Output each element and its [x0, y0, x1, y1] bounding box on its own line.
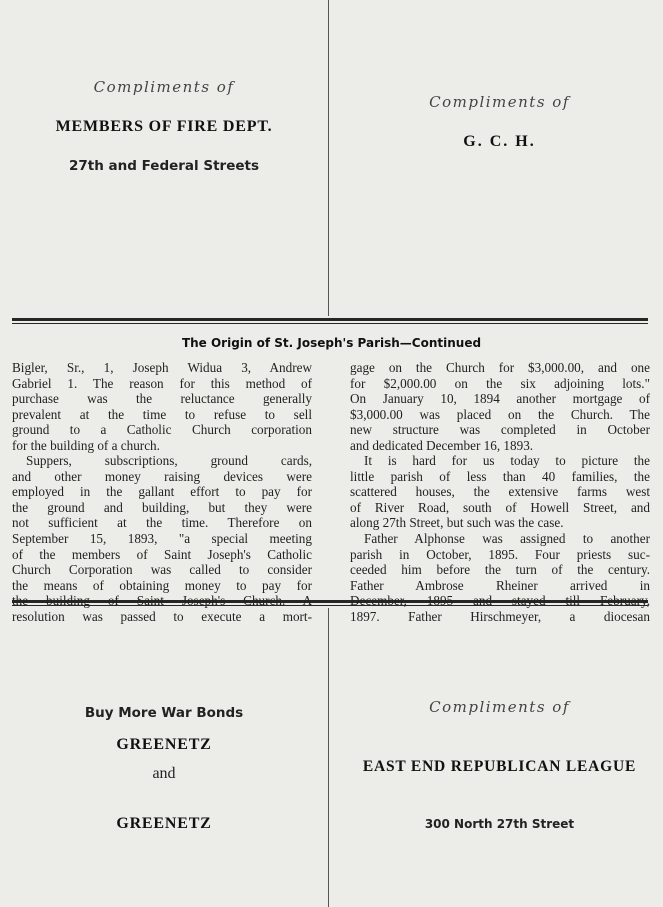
article-right-column	[350, 360, 650, 624]
compliments-label: Compliments of	[93, 78, 235, 96]
compliments-label: Compliments of	[429, 698, 570, 716]
text-line: of the members of Saint Joseph's Catholic	[12, 546, 312, 562]
compliments-label: Compliments of	[429, 93, 570, 111]
advertiser-address: 300 North 27th Street	[424, 817, 575, 831]
bottom-column-divider	[328, 608, 329, 907]
text-line: the building of Saint Joseph's Church. A	[12, 593, 312, 609]
article-left-column	[12, 360, 312, 624]
text-line: Gabriel 1. The reason for this method of	[12, 375, 312, 391]
text-line: ceeded him before the turn of the century.	[350, 562, 650, 578]
text-line: for $2,000.00 on the six adjoining lots."	[350, 375, 650, 391]
text-line: It is hard for us today to picture the	[364, 453, 650, 469]
advertiser-address: 27th and Federal Streets	[68, 158, 259, 174]
text-line: prevalent at the time to refuse to sell	[12, 406, 312, 422]
text-line: resolution was passed to execute a mort-	[12, 608, 312, 624]
top-column-divider	[328, 0, 329, 316]
text-line: gage on the Church for $3,000.00, and one	[350, 360, 650, 375]
text-line: Suppers, subscriptions, ground cards,	[26, 453, 312, 469]
advertiser-name: MEMBERS OF FIRE DEPT.	[55, 118, 273, 135]
advertiser-name: EAST END REPUBLICAN LEAGUE	[362, 758, 637, 775]
war-bonds-slogan: Buy More War Bonds	[84, 705, 244, 721]
text-line: Bigler, Sr., 1, Joseph Widua 3, Andrew	[12, 360, 312, 375]
text-line: new structure was completed in October	[350, 422, 650, 438]
text-line: Father Alphonse was assigned to another	[364, 531, 650, 547]
text-line: $3,000.00 was placed on the Church. The	[350, 406, 650, 422]
top-rule	[12, 318, 648, 324]
text-line: purchase was the reluctance generally	[12, 391, 312, 407]
text-line: not sufficient at the time. Therefore on	[12, 515, 312, 531]
text-line: parish in October, 1895. Four priests suc-	[350, 546, 650, 562]
text-line: On January 10, 1894 another mortgage of	[350, 391, 650, 407]
advertiser-name: G. C. H.	[463, 133, 536, 150]
text-line: and dedicated December 16, 1893.	[350, 437, 534, 453]
text-line: 1897. Father Hirschmeyer, a diocesan	[350, 608, 650, 624]
text-line: September 15, 1893, "a special meeting	[12, 531, 312, 547]
text-line: scattered houses, the extensive farms west	[350, 484, 650, 500]
text-line: the ground and building, but they were	[12, 499, 312, 515]
text-line: of River Road, south of Howell Street, and	[350, 499, 650, 515]
advertiser-name: GREENETZ	[116, 815, 212, 832]
text-line: for the building of a church.	[12, 437, 160, 453]
text-line: the means of obtaining money to pay for	[12, 577, 312, 593]
text-line: Church Corporation was called to consider	[12, 562, 312, 578]
text-line: employed in the gallant effort to pay for	[12, 484, 312, 500]
and-conjunction: and	[152, 765, 176, 782]
advertiser-name: GREENETZ	[116, 736, 212, 753]
text-line: along 27th Street, but such was the case.	[350, 515, 564, 531]
text-line: ground to a Catholic Church corporation	[12, 422, 312, 438]
text-line: December, 1895 and stayed till February,	[350, 593, 650, 609]
article-title: The Origin of St. Joseph's Parish—Continued	[181, 336, 482, 350]
text-line: Father Ambrose Rheiner arrived in	[350, 577, 650, 593]
text-line: and other money raising devices were	[12, 468, 312, 484]
text-line: little parish of less than 40 families, the	[350, 468, 650, 484]
